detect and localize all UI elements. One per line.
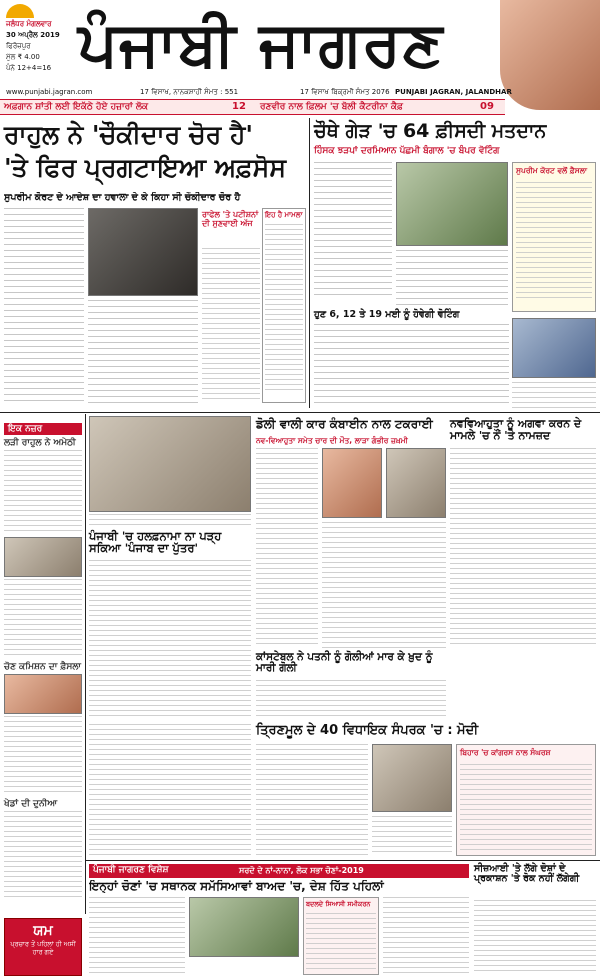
sc-box-body <box>516 182 592 302</box>
special-body-2 <box>383 897 469 975</box>
page-count: ਪੰਨੇ 12+4=16 <box>6 64 52 72</box>
sun-logo-icon <box>6 4 34 18</box>
website: www.punjabi.jagran.com <box>6 88 93 96</box>
left-item-3-body <box>4 811 82 901</box>
accident-deck: ਨਵ-ਵਿਆਹੁਤਾ ਸਮੇਤ ਚਾਰ ਦੀ ਮੌਤ, ਲਾੜਾ ਗੰਭੀਰ ਜ਼ਖ਼ਮੀ <box>256 436 408 445</box>
edition-date: 30 ਅਪ੍ਰੈਲ 2019 <box>6 31 60 39</box>
publisher: PUNJABI JAGRAN, JALANDHAR <box>395 88 512 96</box>
affidavit-headline: ਪੰਜਾਬੀ 'ਚ ਹਲਫ਼ਨਾਮਾ ਨਾ ਪੜ੍ਹ ਸਕਿਆ 'ਪੰਜਾਬ ਦਾ ਪੁੱਤਰ' <box>89 529 222 556</box>
equations-box <box>303 897 379 975</box>
case-box-title: ਇਹ ਹੈ ਮਾਮਲਾ <box>265 211 303 219</box>
left-column <box>4 416 82 914</box>
edition-city: ਫਿਰੋਜ਼ਪੁਰ <box>6 42 31 50</box>
poll-body-2 <box>396 250 508 305</box>
ticker-right-page: 09 <box>480 101 494 112</box>
bihar-box-title: ਬਿਹਾਰ 'ਚ ਕਾਂਗਰਸ ਨਾਲ ਸੰਘਰਸ਼ <box>460 748 551 757</box>
cji-body <box>474 900 596 975</box>
car-photo <box>386 448 446 518</box>
equations-box-title: ਬਦਲਦੇ ਸਿਆਸੀ ਸਮੀਕਰਨ <box>306 900 371 908</box>
edition-label: ਜਲੰਧਰ ਮੰਗਲਵਾਰ <box>6 20 52 28</box>
left-item-2-title: ਚੋਣ ਕਮਿਸ਼ਨ ਦਾ ਫ਼ੈਸਲਾ <box>4 662 81 672</box>
left-item-1-more <box>4 579 82 659</box>
masthead <box>0 0 600 98</box>
accident-body-1 <box>256 448 318 648</box>
ticker-left: ਅਫ਼ਗਾਨ ਸ਼ਾਂਤੀ ਲਈ ਇਕੱਠੇ ਹੋਏ ਹਜ਼ਾਰਾਂ ਲੋਕ <box>4 102 149 112</box>
accident-body-2 <box>322 522 446 648</box>
poll-body-1 <box>314 162 392 297</box>
nanakshahi-date: 17 ਵਿਸਾਖ, ਨਾਨਕਸ਼ਾਹੀ ਸੰਮਤ : 551 <box>140 88 239 96</box>
bihar-box-body <box>460 764 592 852</box>
ticker-strip <box>0 99 505 115</box>
left-col-divider <box>85 414 86 914</box>
special-headline: ਇਨ੍ਹਾਂ ਚੋਣਾਂ 'ਚ ਸਥਾਨਕ ਸਮੱਸਿਆਵਾਂ ਬਾਅਦ 'ਚ, ਦੇਸ਼ ਹਿੱਤ ਪਹਿਲਾਂ <box>89 880 384 893</box>
special-body-1 <box>89 897 185 975</box>
left-item-3-title: ਖੇਡਾਂ ਦੀ ਦੁਨੀਆ <box>4 799 58 809</box>
tmc-body-2 <box>372 816 452 856</box>
special-banner <box>89 864 469 878</box>
tmc-body-1 <box>256 744 368 856</box>
affidavit-body <box>89 560 251 720</box>
yam-ad-text: ਪ੍ਰਚਾਰ ਤੋਂ ਪਹਿਲਾਂ ਹੀ ਅਸੀਂ ਹਾਰ ਗਏ <box>10 940 76 956</box>
kidnap-headline: ਨਵਵਿਆਹੁਤਾ ਨੂੰ ਅਗਵਾ ਕਰਨ ਦੇ ਮਾਮਲੇ 'ਚ ਨੌਂ 'ਤੇ ਨਾਮਜ਼ਦ <box>450 417 582 442</box>
poll-headline: ਚੌਥੇ ਗੇੜ 'ਚ 64 ਫ਼ੀਸਦੀ ਮਤਦਾਨ <box>314 120 547 142</box>
lead-deck: ਸੁਪਰੀਮ ਕੋਰਟ ਦੇ ਆਦੇਸ਼ ਦਾ ਹਵਾਲਾ ਦੇ ਕੇ ਕਿਹਾ ਸੀ ਚੌਕੀਦਾਰ ਚੋਰ ਹੈ <box>4 192 241 203</box>
yam-ad <box>4 918 82 976</box>
bikrami-date: 17 ਵਿਸਾਖ ਬਿਕ੍ਰਮੀ ਸੰਮਤ 2076 <box>300 88 390 96</box>
ballot-caption <box>512 382 596 408</box>
lead-headline-1: ਰਾਹੁਲ ਨੇ 'ਚੌਕੀਦਾਰ ਚੋਰ ਹੈ' <box>4 120 253 149</box>
affidavit-caption <box>89 514 251 526</box>
sc-box-title: ਸੁਪਰੀਮ ਕੋਰਟ ਵਲੋਂ ਫ਼ੈਸਲਾ <box>516 166 587 175</box>
affidavit-photo <box>89 416 251 512</box>
modi-photo <box>372 744 452 812</box>
actress-photo <box>500 0 600 110</box>
sc-box <box>512 162 596 312</box>
kidnap-body <box>450 448 596 648</box>
middle-filler <box>89 724 251 856</box>
poll-side-head: ਹੁਣ 6, 12 ਤੇ 19 ਮਈ ਨੂੰ ਹੋਵੇਗੀ ਵੋਟਿੰਗ <box>314 309 460 320</box>
price: ਮੁੱਲ ₹ 4.00 <box>6 53 40 61</box>
ticker-right: ਰਣਵੀਰ ਨਾਲ ਫ਼ਿਲਮ 'ਚ ਬੋਲੀ ਕੈਟਰੀਨਾ ਕੈਫ਼ <box>260 102 403 112</box>
poll-deck: ਹਿੰਸਕ ਝੜਪਾਂ ਦਰਮਿਆਨ ਪੱਛਮੀ ਬੰਗਾਲ 'ਚ ਬੰਪਰ ਵੋਟਿੰਗ <box>314 146 500 156</box>
equations-box-body <box>306 913 376 973</box>
constable-body <box>256 680 446 720</box>
bride-photo <box>322 448 382 518</box>
accident-headline: ਡੋਲੀ ਵਾਲੀ ਕਾਰ ਕੰਬਾਈਨ ਨਾਲ ਟਕਰਾਈ <box>256 417 433 431</box>
at-a-glance-tag: ਇਕ ਨਜ਼ਰ <box>4 423 82 435</box>
left-item-1-body <box>4 450 82 534</box>
left-item-2-photo <box>4 674 82 714</box>
case-box-body <box>265 224 303 394</box>
rafale-sidebar-title: ਰਾਫੇਲ 'ਤੇ ਪਟੀਸ਼ਨਾਂ ਦੀ ਸੁਣਵਾਈ ਅੱਜ <box>202 210 259 229</box>
horizontal-rule-2 <box>86 860 600 861</box>
voters-photo <box>396 162 508 246</box>
lead-body-col-2 <box>88 300 198 403</box>
lead-body-col-1 <box>4 208 84 403</box>
left-item-1-title: ਲੜੀ ਰਾਹੁਲ ਨੇ ਅਮੇਠੀ <box>4 438 76 448</box>
special-photo <box>189 897 299 957</box>
special-series: ਸਰਦੋ ਦੇ ਨਾਂ-ਨਾਨਾ, ਲੋਕ ਸਭਾ ਚੋਣਾਂ-2019 <box>239 866 364 875</box>
left-item-2-body <box>4 716 82 796</box>
rahul-photo <box>88 208 198 296</box>
tmc-headline: ਤ੍ਰਿਣਮੂਲ ਦੇ 40 ਵਿਧਾਇਕ ਸੰਪਰਕ 'ਚ : ਮੋਦੀ <box>256 723 479 738</box>
newspaper-title: ਪੰਜਾਬੀ ਜਾਗਰਣ <box>78 7 444 80</box>
poll-body-3 <box>314 324 509 408</box>
bihar-box <box>456 744 596 856</box>
lead-headline-2: 'ਤੇ ਫਿਰ ਪ੍ਰਗਟਾਇਆ ਅਫ਼ਸੋਸ <box>4 153 286 182</box>
yam-ad-label: ਯਮ <box>33 923 53 939</box>
cji-headline: ਸੀਜ਼ਆਈ 'ਤੇ ਲੱਗੇ ਦੋਸ਼ਾਂ ਦੇ ਪ੍ਰਕਾਸ਼ਨ 'ਤੇ ਰੋਕ ਨਹੀਂ ਲੱਗੇਗੀ <box>474 863 580 884</box>
horizontal-rule-1 <box>0 412 600 413</box>
special-banner-label: ਪੰਜਾਬੀ ਜਾਗਰਣ ਵਿਸ਼ੇਸ਼ <box>93 865 169 875</box>
ticker-left-page: 12 <box>232 101 246 112</box>
vertical-divider <box>309 118 310 408</box>
case-box <box>262 208 306 403</box>
ballot-photo <box>512 318 596 378</box>
rafale-sidebar-body <box>202 248 260 403</box>
left-item-1-photo <box>4 537 82 577</box>
constable-headline: ਕਾਂਸਟੇਬਲ ਨੇ ਪਤਨੀ ਨੂੰ ਗੋਲੀਆਂ ਮਾਰ ਕੇ ਖ਼ੁਦ ਨੂੰ ਮਾਰੀ ਗੋਲੀ <box>256 651 433 675</box>
